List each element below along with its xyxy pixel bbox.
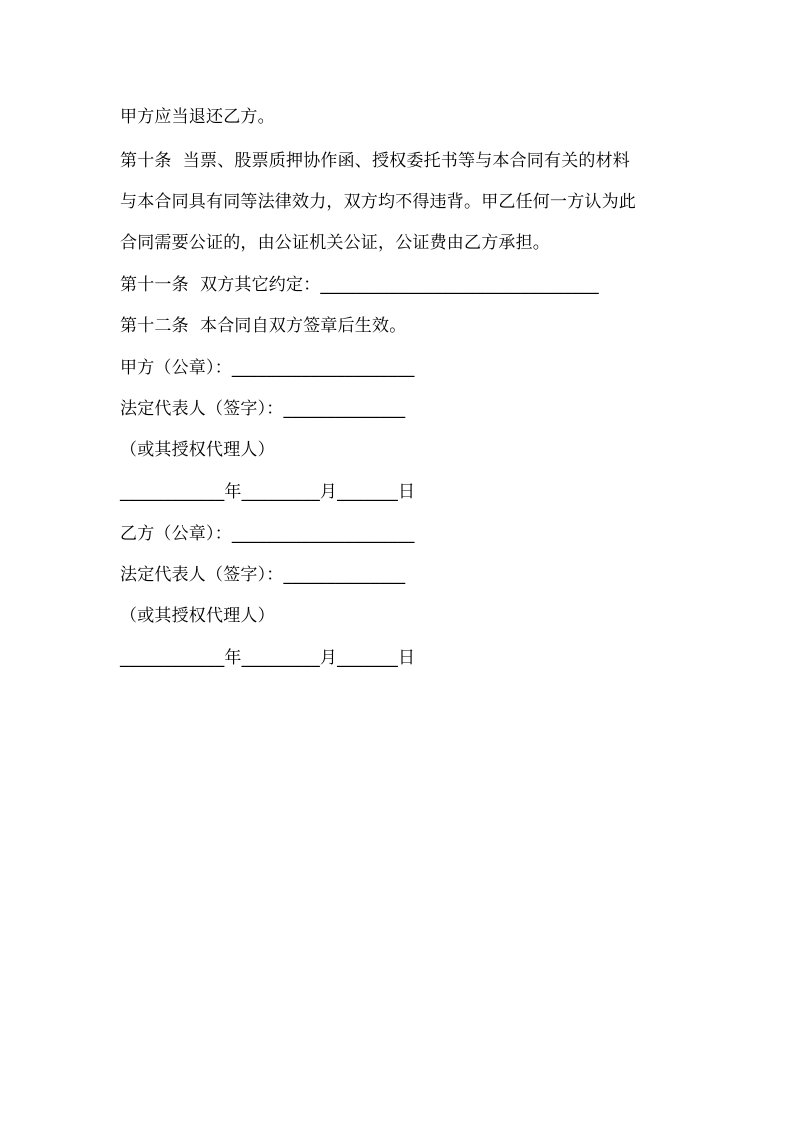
party-b-representative-line: 法定代表人（签字）：______________: [120, 565, 406, 585]
party-b-date-line: ____________年_________月_______日: [120, 648, 416, 668]
party-a-agent-line: （或其授权代理人）: [120, 440, 275, 460]
party-b-seal-line: 乙方（公章）：_____________________: [120, 524, 415, 544]
article-10-line-2: 与本合同具有同等法律效力，双方均不得违背。甲乙任何一方认为此: [120, 192, 636, 212]
article-12-line: 第十二条 本合同自双方签章后生效。: [120, 316, 407, 336]
article-10-line-3: 合同需要公证的，由公证机关公证，公证费由乙方承担。: [120, 233, 550, 253]
text-line-refund: 甲方应当退还乙方。: [120, 107, 275, 127]
party-a-date-line: ____________年_________月_______日: [120, 482, 416, 502]
party-a-representative-line: 法定代表人（签字）：______________: [120, 399, 406, 419]
article-11-line: 第十一条 双方其它约定：________________________________: [120, 275, 599, 295]
party-a-seal-line: 甲方（公章）：_____________________: [120, 358, 415, 378]
article-10-line-1: 第十条 当票、股票质押协作函、授权委托书等与本合同有关的材料: [120, 151, 631, 171]
party-b-agent-line: （或其授权代理人）: [120, 606, 275, 626]
